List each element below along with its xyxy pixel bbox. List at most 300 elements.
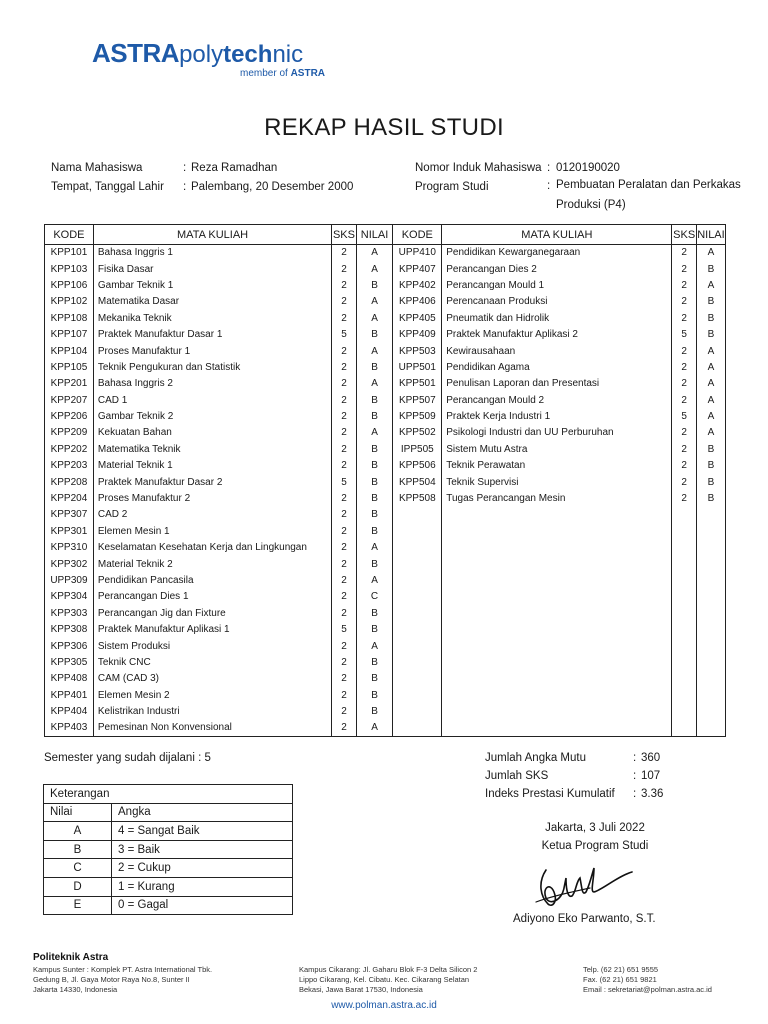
course-code: KPP103 [45, 261, 94, 277]
course-sks: 2 [332, 556, 356, 572]
empty-cell [393, 654, 442, 670]
course-name: Perancangan Dies 1 [93, 589, 331, 605]
course-sks: 2 [332, 425, 356, 441]
footer-line: Kampus Sunter : Komplek PT. Astra International Tbk. [33, 965, 213, 974]
course-grade: B [696, 441, 725, 457]
empty-cell [393, 572, 442, 588]
course-sks: 2 [672, 376, 696, 392]
grades-body [45, 245, 726, 737]
grade-row [45, 408, 726, 424]
empty-cell [393, 687, 442, 703]
grade-row [45, 245, 726, 261]
program-line1: Pembuatan Peralatan dan Perkakas [556, 179, 741, 191]
empty-cell [672, 523, 696, 539]
empty-cell [442, 589, 672, 605]
course-grade: A [696, 359, 725, 375]
footer-line: Jakarta 14330, Indonesia [33, 985, 118, 994]
course-grade: A [356, 425, 393, 441]
empty-cell [672, 572, 696, 588]
header-mata-kuliah: MATA KULIAH [93, 225, 331, 245]
course-name: Mekanika Teknik [93, 310, 331, 326]
summary-label: Indeks Prestasi Kumulatif [485, 788, 615, 800]
course-name: Teknik Supervisi [442, 474, 672, 490]
course-code: KPP405 [393, 310, 442, 326]
course-code: KPP302 [45, 556, 94, 572]
course-grade: A [696, 376, 725, 392]
course-sks: 2 [332, 572, 356, 588]
empty-cell [696, 540, 725, 556]
course-grade: A [356, 572, 393, 588]
course-grade: A [356, 245, 393, 261]
course-grade: A [696, 392, 725, 408]
course-name: Bahasa Inggris 1 [93, 245, 331, 261]
grade-row [45, 589, 726, 605]
empty-cell [672, 621, 696, 637]
course-sks: 2 [332, 703, 356, 719]
empty-cell [696, 556, 725, 572]
course-name: CAD 2 [93, 507, 331, 523]
footer-school-name: Politeknik Astra [33, 952, 109, 963]
course-sks: 2 [672, 425, 696, 441]
grade-row [45, 425, 726, 441]
empty-cell [393, 671, 442, 687]
course-sks: 2 [332, 490, 356, 506]
empty-cell [393, 507, 442, 523]
course-code: KPP105 [45, 359, 94, 375]
sign-place-date: Jakarta, 3 Juli 2022 [545, 822, 645, 834]
course-code: KPP401 [45, 687, 94, 703]
course-grade: B [356, 441, 393, 457]
grade-row [45, 359, 726, 375]
course-sks: 2 [672, 474, 696, 490]
course-sks: 2 [332, 277, 356, 293]
course-sks: 2 [332, 261, 356, 277]
course-code: KPP304 [45, 589, 94, 605]
empty-cell [442, 556, 672, 572]
footer-line: Email : sekretariat@polman.astra.ac.id [583, 985, 712, 994]
course-sks: 2 [332, 310, 356, 326]
grade-row [45, 687, 726, 703]
course-grade: A [356, 540, 393, 556]
course-sks: 5 [332, 474, 356, 490]
course-code: KPP306 [45, 638, 94, 654]
empty-cell [393, 523, 442, 539]
course-grade: B [356, 703, 393, 719]
colon: : [547, 180, 551, 192]
course-code: KPP104 [45, 343, 94, 359]
course-code: KPP305 [45, 654, 94, 670]
course-code: KPP203 [45, 458, 94, 474]
legend-row [44, 859, 293, 878]
signatory-name: Adiyono Eko Parwanto, S.T. [513, 913, 656, 925]
course-grade: B [356, 556, 393, 572]
course-grade: B [356, 654, 393, 670]
course-name: Sistem Mutu Astra [442, 441, 672, 457]
course-sks: 2 [672, 392, 696, 408]
empty-cell [696, 589, 725, 605]
grade-row [45, 654, 726, 670]
course-sks: 5 [672, 408, 696, 424]
grade-row [45, 638, 726, 654]
course-sks: 2 [672, 490, 696, 506]
student-name: Reza Ramadhan [191, 162, 278, 174]
course-sks: 2 [332, 343, 356, 359]
course-sks: 2 [332, 458, 356, 474]
empty-cell [442, 621, 672, 637]
course-code: KPP508 [393, 490, 442, 506]
course-grade: B [356, 523, 393, 539]
course-name: Perencanaan Produksi [442, 294, 672, 310]
course-code: KPP503 [393, 343, 442, 359]
colon: : [633, 770, 637, 782]
course-code: KPP502 [393, 425, 442, 441]
empty-cell [393, 703, 442, 719]
colon: : [183, 162, 187, 174]
course-sks: 5 [332, 621, 356, 637]
legend-meaning: 0 = Gagal [112, 896, 293, 915]
course-code: KPP407 [393, 261, 442, 277]
course-code: KPP102 [45, 294, 94, 310]
empty-cell [672, 703, 696, 719]
summary-value: 3.36 [641, 788, 664, 800]
course-grade: A [696, 245, 725, 261]
course-sks: 2 [332, 376, 356, 392]
course-name: Sistem Produksi [93, 638, 331, 654]
course-sks: 2 [332, 441, 356, 457]
grades-table [44, 224, 726, 737]
semester-count: Semester yang sudah dijalani : 5 [44, 752, 211, 764]
header-nilai: NILAI [696, 225, 725, 245]
logo-poly: polytechnic [179, 41, 304, 68]
legend-meaning: 2 = Cukup [112, 859, 293, 878]
empty-cell [672, 540, 696, 556]
empty-cell [696, 654, 725, 670]
course-grade: B [356, 458, 393, 474]
legend-title-row [44, 785, 293, 804]
course-name: Pemesinan Non Konvensional [93, 720, 331, 736]
colon: : [547, 162, 551, 174]
legend-grade: E [44, 896, 112, 915]
course-name: Pendidikan Agama [442, 359, 672, 375]
empty-cell [696, 507, 725, 523]
nim-label: Nomor Induk Mahasiswa [415, 162, 542, 174]
empty-cell [442, 671, 672, 687]
empty-cell [696, 605, 725, 621]
program-label: Program Studi [415, 181, 489, 193]
empty-cell [393, 556, 442, 572]
legend-col-angka: Angka [112, 803, 293, 822]
empty-cell [672, 654, 696, 670]
course-name: Praktek Manufaktur Aplikasi 1 [93, 621, 331, 637]
empty-cell [672, 720, 696, 736]
grade-row [45, 343, 726, 359]
course-sks: 5 [332, 326, 356, 342]
empty-cell [393, 605, 442, 621]
footer-line: Fax. (62 21) 651 9821 [583, 975, 657, 984]
empty-cell [442, 540, 672, 556]
course-name: Keselamatan Kesehatan Kerja dan Lingkungan [93, 540, 331, 556]
grade-row [45, 441, 726, 457]
legend-grade: C [44, 859, 112, 878]
course-code: KPP208 [45, 474, 94, 490]
course-sks: 2 [332, 540, 356, 556]
grade-row [45, 605, 726, 621]
header-kode: KODE [393, 225, 442, 245]
course-grade: B [356, 408, 393, 424]
empty-cell [672, 589, 696, 605]
legend-grade: B [44, 840, 112, 859]
footer-col-sunter [33, 953, 212, 995]
course-code: KPP504 [393, 474, 442, 490]
course-name: Kelistrikan Industri [93, 703, 331, 719]
summary-value: 360 [641, 752, 661, 764]
course-grade: B [696, 310, 725, 326]
course-name: Psikologi Industri dan UU Perburuhan [442, 425, 672, 441]
course-name: Elemen Mesin 1 [93, 523, 331, 539]
course-name: Tugas Perancangan Mesin [442, 490, 672, 506]
legend-row [44, 877, 293, 896]
course-code: KPP308 [45, 621, 94, 637]
empty-cell [696, 621, 725, 637]
course-grade: B [696, 490, 725, 506]
footer-col-contact [583, 965, 712, 995]
course-code: KPP106 [45, 277, 94, 293]
course-code: KPP406 [393, 294, 442, 310]
course-code: KPP201 [45, 376, 94, 392]
grade-row [45, 572, 726, 588]
course-code: KPP509 [393, 408, 442, 424]
course-sks: 2 [332, 408, 356, 424]
legend-meaning: 3 = Baik [112, 840, 293, 859]
empty-cell [442, 654, 672, 670]
empty-cell [696, 638, 725, 654]
course-code: KPP507 [393, 392, 442, 408]
course-sks: 2 [672, 343, 696, 359]
empty-cell [672, 556, 696, 572]
course-name: Praktek Manufaktur Aplikasi 2 [442, 326, 672, 342]
course-code: KPP303 [45, 605, 94, 621]
empty-cell [393, 720, 442, 736]
footer-col-cikarang [299, 965, 477, 995]
course-name: Teknik CNC [93, 654, 331, 670]
grade-row [45, 458, 726, 474]
grades-header-row [45, 225, 726, 245]
course-code: KPP107 [45, 326, 94, 342]
course-name: Bahasa Inggris 2 [93, 376, 331, 392]
empty-cell [696, 572, 725, 588]
course-code: UPP501 [393, 359, 442, 375]
course-name: Pendidikan Pancasila [93, 572, 331, 588]
legend-meaning: 1 = Kurang [112, 877, 293, 896]
empty-cell [696, 671, 725, 687]
legend-header-row [44, 803, 293, 822]
course-name: Fisika Dasar [93, 261, 331, 277]
course-name: Proses Manufaktur 2 [93, 490, 331, 506]
course-name: Material Teknik 2 [93, 556, 331, 572]
course-code: KPP408 [45, 671, 94, 687]
empty-cell [393, 589, 442, 605]
course-grade: B [356, 621, 393, 637]
legend-title: Keterangan [44, 785, 293, 804]
course-name: Matematika Dasar [93, 294, 331, 310]
course-grade: A [356, 310, 393, 326]
course-grade: C [356, 589, 393, 605]
legend-meaning: 4 = Sangat Baik [112, 822, 293, 841]
legend-row [44, 896, 293, 915]
course-code: KPP202 [45, 441, 94, 457]
course-name: Teknik Pengukuran dan Statistik [93, 359, 331, 375]
grade-row [45, 671, 726, 687]
header-sks: SKS [332, 225, 356, 245]
empty-cell [442, 605, 672, 621]
course-grade: A [696, 408, 725, 424]
course-code: UPP410 [393, 245, 442, 261]
course-name: Matematika Teknik [93, 441, 331, 457]
course-name: Gambar Teknik 2 [93, 408, 331, 424]
course-code: KPP402 [393, 277, 442, 293]
course-name: Praktek Kerja Industri 1 [442, 408, 672, 424]
course-sks: 2 [332, 359, 356, 375]
course-code: KPP501 [393, 376, 442, 392]
astra-polytechnic-logo [92, 38, 326, 79]
course-code: KPP108 [45, 310, 94, 326]
course-sks: 2 [672, 310, 696, 326]
course-code: KPP207 [45, 392, 94, 408]
legend-grade: D [44, 877, 112, 896]
course-name: Elemen Mesin 2 [93, 687, 331, 703]
course-code: KPP209 [45, 425, 94, 441]
empty-cell [442, 720, 672, 736]
colon: : [633, 788, 637, 800]
empty-cell [696, 687, 725, 703]
empty-cell [672, 687, 696, 703]
header-mata-kuliah: MATA KULIAH [442, 225, 672, 245]
course-grade: A [696, 425, 725, 441]
course-grade: B [696, 326, 725, 342]
grade-row [45, 474, 726, 490]
colon: : [633, 752, 637, 764]
course-code: KPP404 [45, 703, 94, 719]
course-code: KPP101 [45, 245, 94, 261]
course-name: Perancangan Mould 1 [442, 277, 672, 293]
course-name: Pneumatik dan Hidrolik [442, 310, 672, 326]
course-grade: B [356, 687, 393, 703]
grade-row [45, 507, 726, 523]
grade-row [45, 621, 726, 637]
course-name: Perancangan Jig dan Fixture [93, 605, 331, 621]
empty-cell [696, 720, 725, 736]
course-name: Kekuatan Bahan [93, 425, 331, 441]
empty-cell [696, 523, 725, 539]
course-grade: B [696, 458, 725, 474]
course-name: CAD 1 [93, 392, 331, 408]
course-sks: 2 [672, 441, 696, 457]
grade-row [45, 294, 726, 310]
footer-line: Kampus Cikarang: Jl. Gaharu Blok F-3 Delta Silicon 2 [299, 965, 478, 974]
grade-row [45, 310, 726, 326]
logo-brand: ASTRA [92, 38, 180, 68]
course-grade: A [696, 277, 725, 293]
grade-legend-table [43, 784, 293, 915]
course-grade: A [356, 720, 393, 736]
course-grade: B [356, 490, 393, 506]
course-grade: A [356, 343, 393, 359]
grade-row [45, 261, 726, 277]
course-grade: B [356, 474, 393, 490]
course-sks: 2 [672, 261, 696, 277]
program-line2: Produksi (P4) [556, 199, 626, 211]
empty-cell [393, 638, 442, 654]
course-code: KPP403 [45, 720, 94, 736]
course-code: KPP204 [45, 490, 94, 506]
grade-row [45, 376, 726, 392]
course-grade: A [356, 294, 393, 310]
document-title: REKAP HASIL STUDI [264, 114, 504, 141]
empty-cell [393, 621, 442, 637]
handwritten-signature [532, 862, 642, 914]
sign-role: Ketua Program Studi [541, 840, 649, 852]
grade-row [45, 703, 726, 719]
course-name: Praktek Manufaktur Dasar 1 [93, 326, 331, 342]
course-sks: 2 [332, 523, 356, 539]
course-code: IPP505 [393, 441, 442, 457]
empty-cell [442, 703, 672, 719]
footer-line: Lippo Cikarang, Kel. Cibatu. Kec. Cikarang Selatan [299, 975, 470, 984]
course-code: KPP310 [45, 540, 94, 556]
grade-row [45, 540, 726, 556]
course-sks: 2 [332, 245, 356, 261]
logo-member-of: member of ASTRA [240, 68, 326, 79]
empty-cell [442, 572, 672, 588]
course-code: KPP307 [45, 507, 94, 523]
header-sks: SKS [672, 225, 696, 245]
course-sks: 2 [672, 458, 696, 474]
course-grade: B [356, 277, 393, 293]
course-grade: A [356, 376, 393, 392]
course-sks: 2 [332, 507, 356, 523]
course-name: Material Teknik 1 [93, 458, 331, 474]
legend-col-nilai: Nilai [44, 803, 112, 822]
course-grade: B [696, 294, 725, 310]
course-name: Kewirausahaan [442, 343, 672, 359]
course-name: CAM (CAD 3) [93, 671, 331, 687]
course-grade: B [696, 474, 725, 490]
empty-cell [672, 605, 696, 621]
legend-row [44, 822, 293, 841]
course-name: Pendidikan Kewarganegaraan [442, 245, 672, 261]
empty-cell [393, 540, 442, 556]
course-code: KPP301 [45, 523, 94, 539]
empty-cell [696, 703, 725, 719]
course-grade: B [356, 359, 393, 375]
course-sks: 2 [332, 392, 356, 408]
legend-grade: A [44, 822, 112, 841]
empty-cell [672, 507, 696, 523]
grade-row [45, 326, 726, 342]
course-sks: 2 [332, 605, 356, 621]
footer-line: Telp. (62 21) 651 9555 [583, 965, 659, 974]
course-sks: 2 [672, 359, 696, 375]
birth-label: Tempat, Tanggal Lahir [51, 181, 164, 193]
summary-label: Jumlah Angka Mutu [485, 752, 587, 764]
signature-block [500, 822, 690, 858]
course-sks: 2 [332, 589, 356, 605]
grade-row [45, 392, 726, 408]
course-sks: 2 [332, 671, 356, 687]
grade-row [45, 523, 726, 539]
course-code: UPP309 [45, 572, 94, 588]
footer-line: Bekasi, Jawa Barat 17530, Indonesia [299, 985, 423, 994]
